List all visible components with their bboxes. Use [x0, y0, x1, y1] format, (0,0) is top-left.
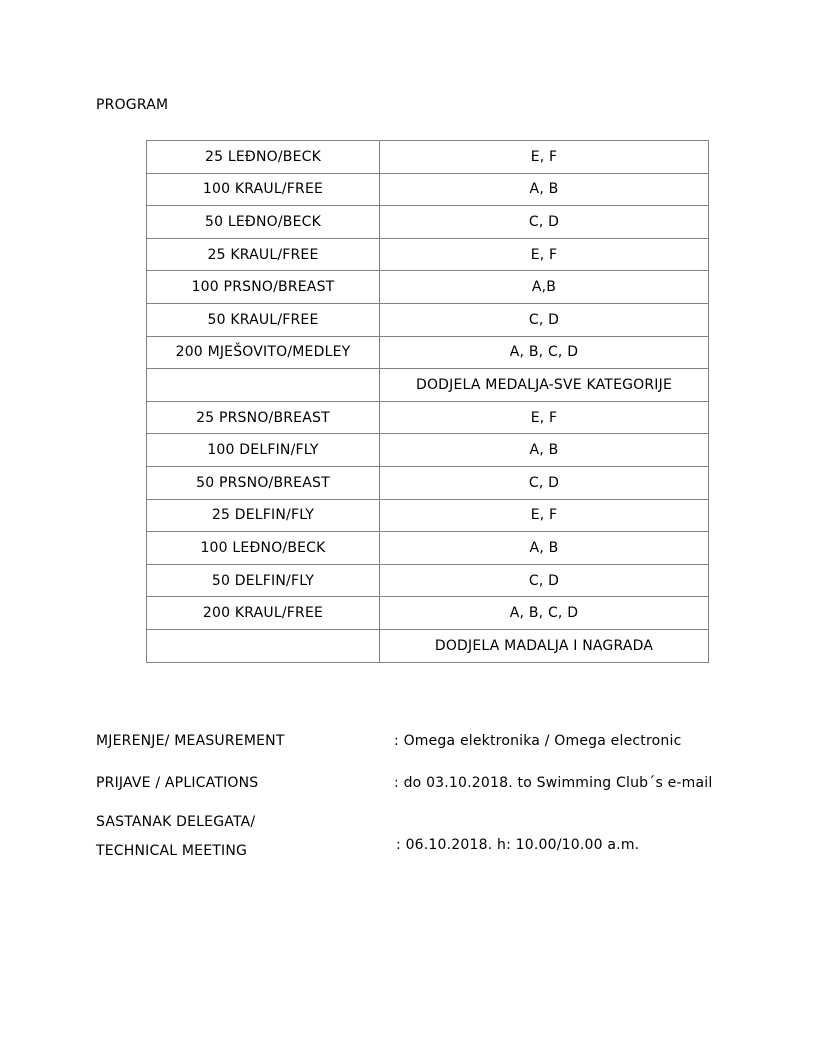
- categories-cell: A, B: [380, 532, 709, 565]
- event-cell: 100 KRAUL/FREE: [147, 173, 380, 206]
- technical-meeting-value: : 06.10.2018. h: 10.00/10.00 a.m.: [396, 837, 640, 853]
- categories-cell: C, D: [380, 303, 709, 336]
- categories-cell: A, B, C, D: [380, 336, 709, 369]
- event-cell: 25 KRAUL/FREE: [147, 238, 380, 271]
- table-row: [147, 173, 709, 206]
- event-cell: 200 MJEŠOVITO/MEDLEY: [147, 336, 380, 369]
- table-row: [147, 206, 709, 239]
- technical-meeting-label-line1: SASTANAK DELEGATA/: [96, 814, 256, 830]
- categories-cell: C, D: [380, 564, 709, 597]
- applications-value: : do 03.10.2018. to Swimming Club´s e-mail: [394, 775, 713, 791]
- event-cell: 50 KRAUL/FREE: [147, 303, 380, 336]
- applications-label: PRIJAVE / APLICATIONS: [96, 775, 259, 791]
- event-cell: 25 PRSNO/BREAST: [147, 401, 380, 434]
- measurement-value: : Omega elektronika / Omega electronic: [394, 733, 682, 749]
- event-cell: 100 PRSNO/BREAST: [147, 271, 380, 304]
- page-title: PROGRAM: [96, 97, 169, 113]
- table-row: [147, 434, 709, 467]
- categories-cell: E, F: [380, 238, 709, 271]
- categories-cell: E, F: [380, 141, 709, 174]
- categories-cell: A, B: [380, 173, 709, 206]
- event-cell: 50 LEĐNO/BECK: [147, 206, 380, 239]
- table-row: [147, 466, 709, 499]
- program-table: [146, 140, 709, 663]
- table-row: [147, 597, 709, 630]
- table-row: [147, 369, 709, 402]
- categories-cell: E, F: [380, 401, 709, 434]
- categories-cell: E, F: [380, 499, 709, 532]
- event-cell: 25 LEĐNO/BECK: [147, 141, 380, 174]
- table-row: [147, 532, 709, 565]
- event-cell: 100 LEĐNO/BECK: [147, 532, 380, 565]
- table-row: [147, 141, 709, 174]
- technical-meeting-label: [96, 808, 255, 866]
- categories-cell: C, D: [380, 466, 709, 499]
- event-cell: 200 KRAUL/FREE: [147, 597, 380, 630]
- event-cell: 50 PRSNO/BREAST: [147, 466, 380, 499]
- event-cell: 25 DELFIN/FLY: [147, 499, 380, 532]
- table-row: [147, 629, 709, 662]
- table-row: [147, 238, 709, 271]
- event-cell: 50 DELFIN/FLY: [147, 564, 380, 597]
- table-row: [147, 303, 709, 336]
- measurement-label: MJERENJE/ MEASUREMENT: [96, 733, 285, 749]
- categories-cell: A, B, C, D: [380, 597, 709, 630]
- table-row: [147, 499, 709, 532]
- categories-cell: DODJELA MEDALJA-SVE KATEGORIJE: [380, 369, 709, 402]
- categories-cell: A, B: [380, 434, 709, 467]
- event-cell: 100 DELFIN/FLY: [147, 434, 380, 467]
- table-row: [147, 564, 709, 597]
- event-cell: [147, 369, 380, 402]
- categories-cell: DODJELA MADALJA I NAGRADA: [380, 629, 709, 662]
- table-row: [147, 336, 709, 369]
- categories-cell: A,B: [380, 271, 709, 304]
- technical-meeting-label-line2: TECHNICAL MEETING: [96, 843, 248, 859]
- table-row: [147, 271, 709, 304]
- event-cell: [147, 629, 380, 662]
- table-row: [147, 401, 709, 434]
- categories-cell: C, D: [380, 206, 709, 239]
